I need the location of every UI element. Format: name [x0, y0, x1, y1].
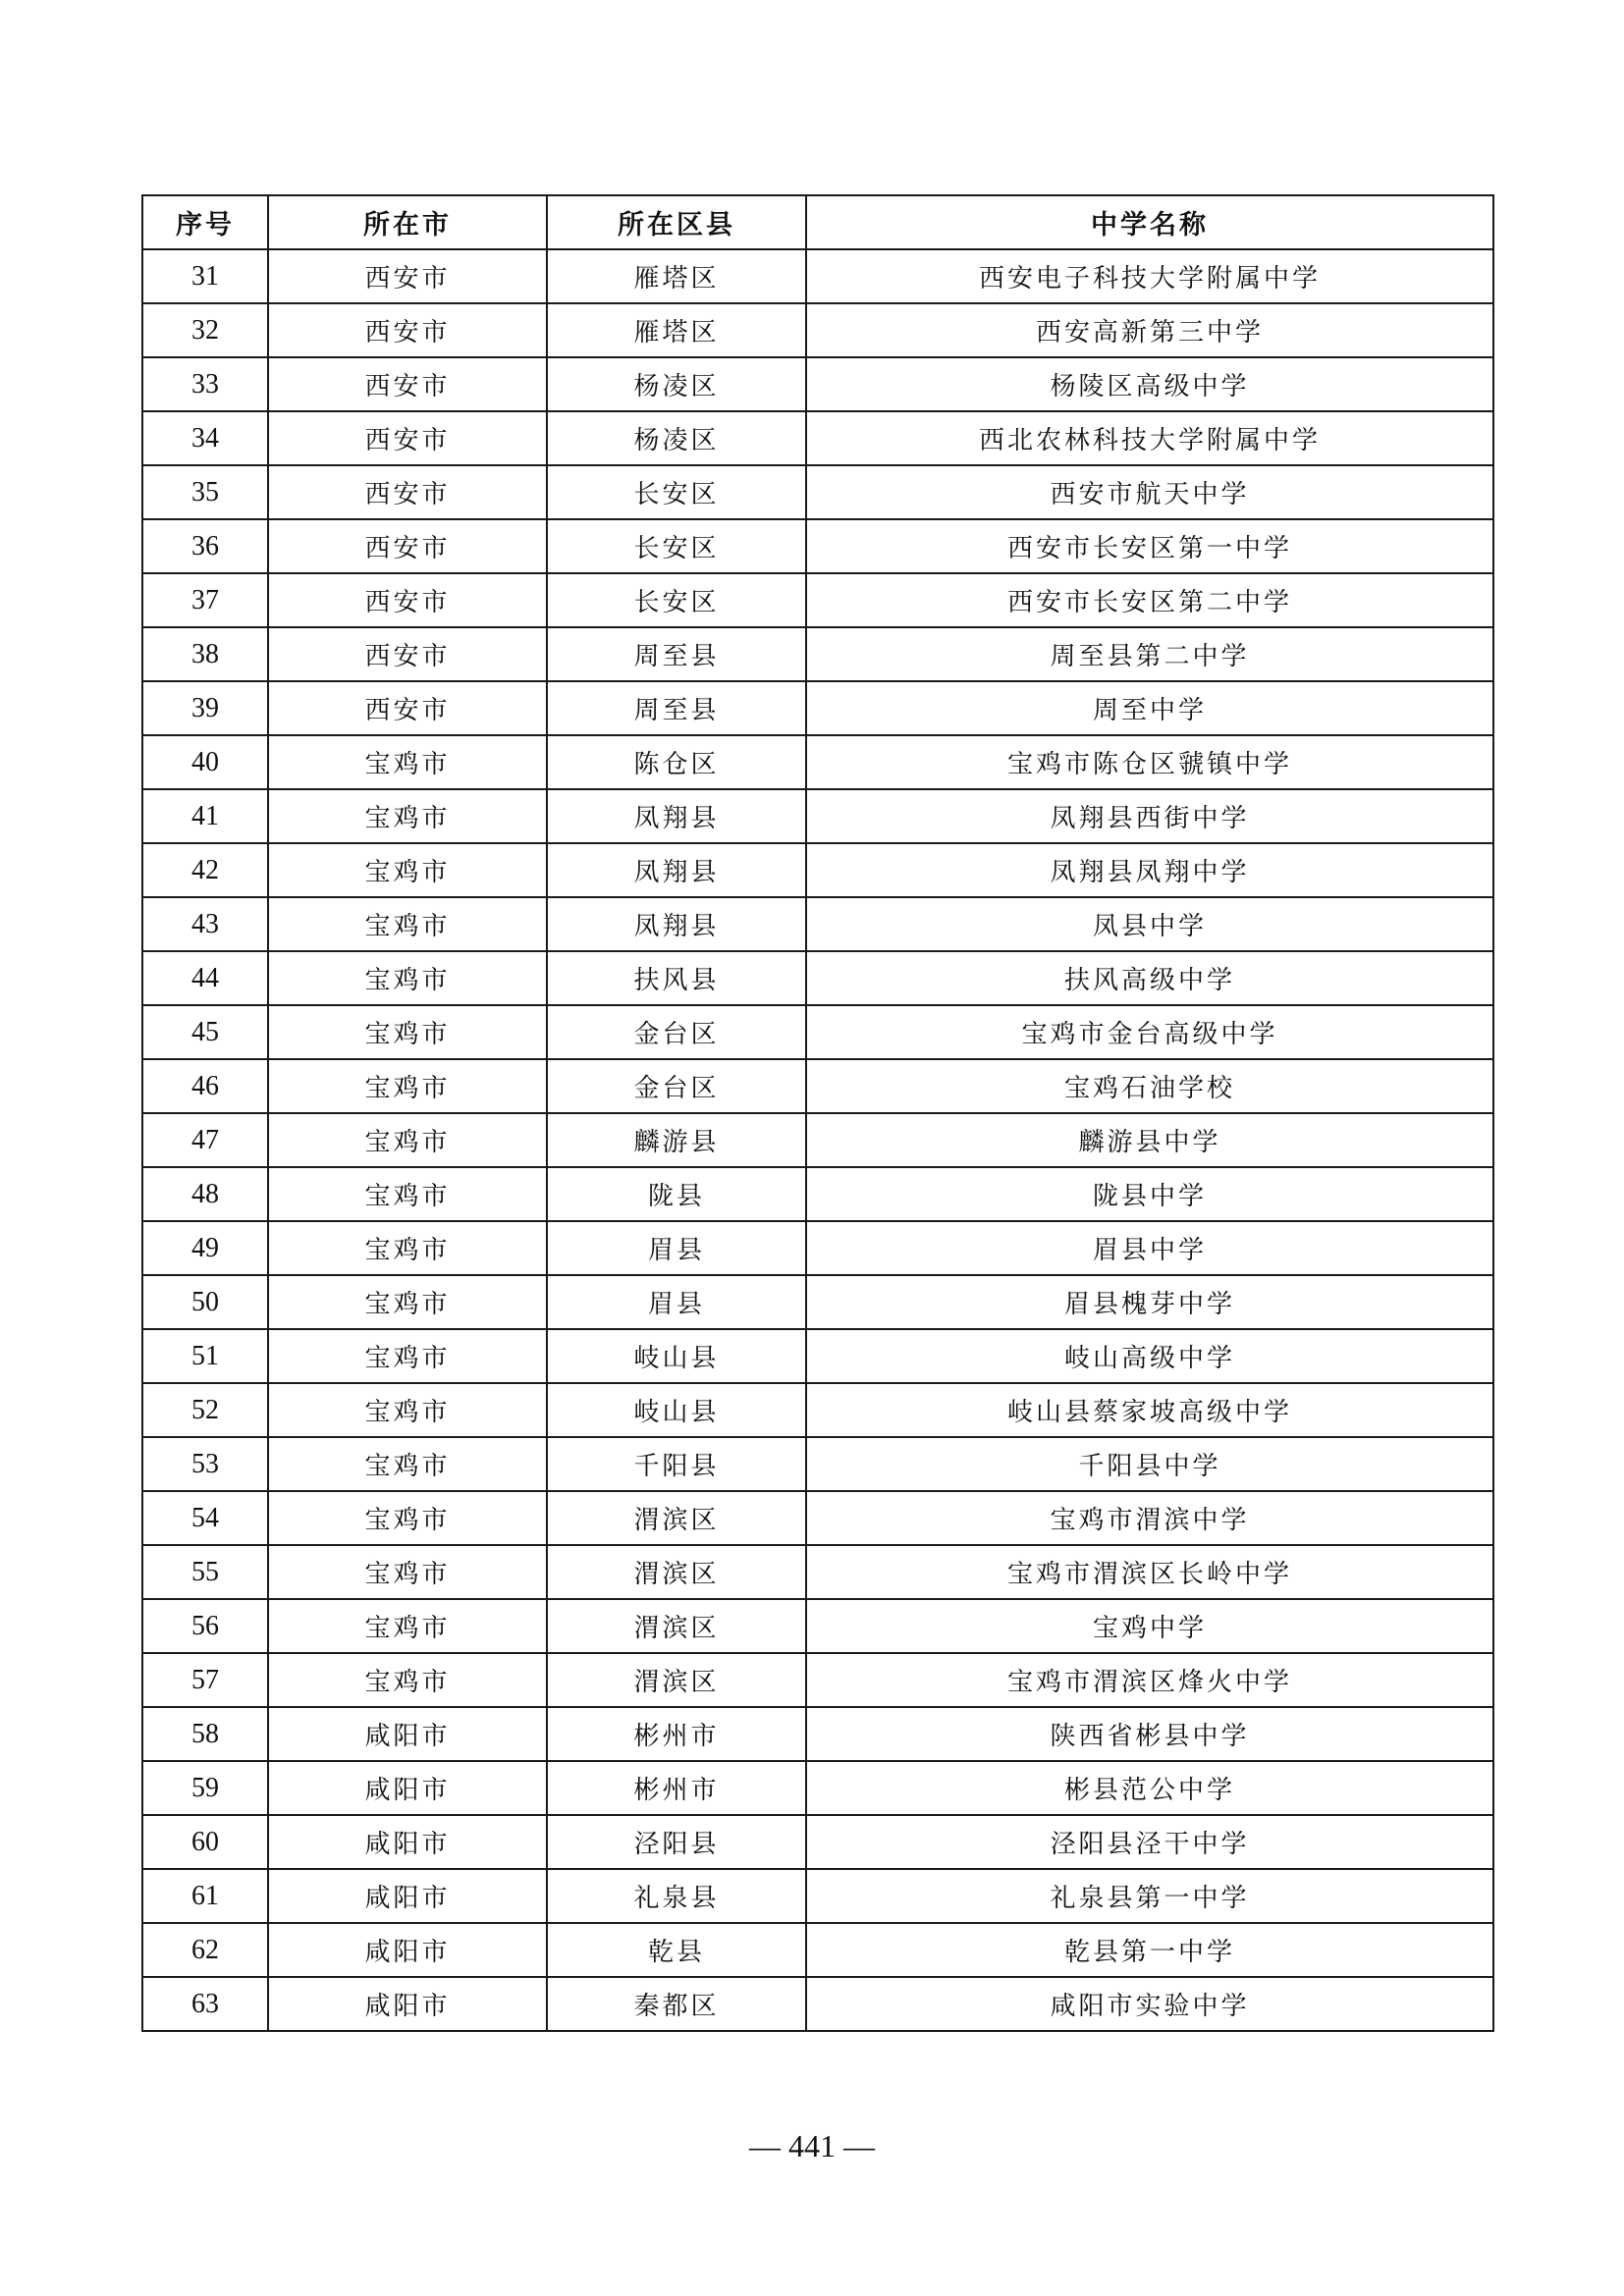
district-cell: 礼泉县 [547, 1869, 806, 1923]
serial-number-cell: 45 [142, 1005, 268, 1059]
table-header [142, 195, 1493, 249]
school-name-cell: 宝鸡市渭滨区长岭中学 [806, 1545, 1493, 1599]
table-row [142, 1113, 1493, 1167]
school-name-cell: 凤县中学 [806, 897, 1493, 951]
city-cell: 宝鸡市 [268, 1275, 547, 1329]
table-row [142, 627, 1493, 681]
school-name-cell: 咸阳市实验中学 [806, 1977, 1493, 2031]
city-cell: 宝鸡市 [268, 897, 547, 951]
serial-number-cell: 50 [142, 1275, 268, 1329]
page-number: — 441 — [749, 2128, 875, 2163]
table-row [142, 1815, 1493, 1869]
table-row [142, 519, 1493, 573]
city-cell: 咸阳市 [268, 1707, 547, 1761]
district-cell: 渭滨区 [547, 1653, 806, 1707]
school-name-cell: 陇县中学 [806, 1167, 1493, 1221]
table-row [142, 1653, 1493, 1707]
serial-number-cell: 48 [142, 1167, 268, 1221]
district-cell: 陈仓区 [547, 735, 806, 789]
city-cell: 西安市 [268, 465, 547, 519]
city-cell: 宝鸡市 [268, 1383, 547, 1437]
district-cell: 雁塔区 [547, 303, 806, 357]
city-cell: 西安市 [268, 411, 547, 465]
serial-number-cell: 57 [142, 1653, 268, 1707]
city-cell: 宝鸡市 [268, 735, 547, 789]
city-cell: 西安市 [268, 357, 547, 411]
district-cell: 金台区 [547, 1005, 806, 1059]
district-cell: 岐山县 [547, 1383, 806, 1437]
serial-number-cell: 40 [142, 735, 268, 789]
school-name-cell: 宝鸡市陈仓区虢镇中学 [806, 735, 1493, 789]
table-row [142, 303, 1493, 357]
table-row [142, 1761, 1493, 1815]
serial-number-cell: 38 [142, 627, 268, 681]
table-row [142, 1599, 1493, 1653]
serial-number-cell: 42 [142, 843, 268, 897]
city-cell: 西安市 [268, 681, 547, 735]
header-city: 所在市 [268, 195, 547, 249]
school-name-cell: 西安高新第三中学 [806, 303, 1493, 357]
serial-number-cell: 46 [142, 1059, 268, 1113]
school-name-cell: 西安市航天中学 [806, 465, 1493, 519]
school-name-cell: 杨陵区高级中学 [806, 357, 1493, 411]
school-name-cell: 宝鸡石油学校 [806, 1059, 1493, 1113]
district-cell: 岐山县 [547, 1329, 806, 1383]
district-cell: 秦都区 [547, 1977, 806, 2031]
district-cell: 彬州市 [547, 1707, 806, 1761]
table-row [142, 1005, 1493, 1059]
city-cell: 宝鸡市 [268, 789, 547, 843]
table-row [142, 681, 1493, 735]
district-cell: 凤翔县 [547, 897, 806, 951]
school-name-cell: 岐山县蔡家坡高级中学 [806, 1383, 1493, 1437]
city-cell: 西安市 [268, 519, 547, 573]
serial-number-cell: 39 [142, 681, 268, 735]
school-name-cell: 宝鸡中学 [806, 1599, 1493, 1653]
serial-number-cell: 49 [142, 1221, 268, 1275]
district-cell: 千阳县 [547, 1437, 806, 1491]
table-row [142, 357, 1493, 411]
city-cell: 宝鸡市 [268, 1221, 547, 1275]
serial-number-cell: 61 [142, 1869, 268, 1923]
serial-number-cell: 31 [142, 249, 268, 303]
serial-number-cell: 58 [142, 1707, 268, 1761]
serial-number-cell: 35 [142, 465, 268, 519]
district-cell: 周至县 [547, 681, 806, 735]
city-cell: 咸阳市 [268, 1869, 547, 1923]
school-name-cell: 眉县中学 [806, 1221, 1493, 1275]
serial-number-cell: 33 [142, 357, 268, 411]
school-name-cell: 宝鸡市渭滨中学 [806, 1491, 1493, 1545]
serial-number-cell: 32 [142, 303, 268, 357]
header-school-name: 中学名称 [806, 195, 1493, 249]
school-name-cell: 西北农林科技大学附属中学 [806, 411, 1493, 465]
district-cell: 泾阳县 [547, 1815, 806, 1869]
serial-number-cell: 54 [142, 1491, 268, 1545]
school-name-cell: 宝鸡市渭滨区烽火中学 [806, 1653, 1493, 1707]
school-name-cell: 泾阳县泾干中学 [806, 1815, 1493, 1869]
district-cell: 彬州市 [547, 1761, 806, 1815]
header-serial-number: 序号 [142, 195, 268, 249]
district-cell: 麟游县 [547, 1113, 806, 1167]
table-row [142, 1221, 1493, 1275]
city-cell: 宝鸡市 [268, 951, 547, 1005]
school-name-cell: 千阳县中学 [806, 1437, 1493, 1491]
district-cell: 杨凌区 [547, 411, 806, 465]
district-cell: 眉县 [547, 1221, 806, 1275]
city-cell: 西安市 [268, 303, 547, 357]
district-cell: 长安区 [547, 519, 806, 573]
table-row [142, 1869, 1493, 1923]
school-name-cell: 礼泉县第一中学 [806, 1869, 1493, 1923]
serial-number-cell: 51 [142, 1329, 268, 1383]
serial-number-cell: 62 [142, 1923, 268, 1977]
city-cell: 咸阳市 [268, 1977, 547, 2031]
school-name-cell: 周至县第二中学 [806, 627, 1493, 681]
table-row [142, 789, 1493, 843]
district-cell: 杨凌区 [547, 357, 806, 411]
serial-number-cell: 56 [142, 1599, 268, 1653]
table-row [142, 1329, 1493, 1383]
serial-number-cell: 59 [142, 1761, 268, 1815]
table-row [142, 249, 1493, 303]
table-row [142, 951, 1493, 1005]
serial-number-cell: 55 [142, 1545, 268, 1599]
header-row [142, 195, 1493, 249]
district-cell: 长安区 [547, 573, 806, 627]
table-row [142, 735, 1493, 789]
serial-number-cell: 37 [142, 573, 268, 627]
district-cell: 周至县 [547, 627, 806, 681]
serial-number-cell: 63 [142, 1977, 268, 2031]
table-row [142, 1545, 1493, 1599]
serial-number-cell: 47 [142, 1113, 268, 1167]
city-cell: 宝鸡市 [268, 1491, 547, 1545]
table-body [142, 249, 1493, 2031]
city-cell: 西安市 [268, 249, 547, 303]
school-name-cell: 西安市长安区第一中学 [806, 519, 1493, 573]
table-row [142, 897, 1493, 951]
city-cell: 宝鸡市 [268, 1545, 547, 1599]
district-cell: 长安区 [547, 465, 806, 519]
district-cell: 渭滨区 [547, 1545, 806, 1599]
table-row [142, 1167, 1493, 1221]
table-row [142, 1923, 1493, 1977]
table-row [142, 1383, 1493, 1437]
school-name-cell: 西安电子科技大学附属中学 [806, 249, 1493, 303]
serial-number-cell: 34 [142, 411, 268, 465]
serial-number-cell: 53 [142, 1437, 268, 1491]
table-row [142, 1275, 1493, 1329]
city-cell: 宝鸡市 [268, 1437, 547, 1491]
table-row [142, 1059, 1493, 1113]
city-cell: 宝鸡市 [268, 1113, 547, 1167]
city-cell: 宝鸡市 [268, 1167, 547, 1221]
table-row [142, 465, 1493, 519]
table-row [142, 1977, 1493, 2031]
schools-table [141, 194, 1494, 2032]
school-name-cell: 扶风高级中学 [806, 951, 1493, 1005]
school-name-cell: 眉县槐芽中学 [806, 1275, 1493, 1329]
table-row [142, 843, 1493, 897]
school-name-cell: 凤翔县凤翔中学 [806, 843, 1493, 897]
school-name-cell: 宝鸡市金台高级中学 [806, 1005, 1493, 1059]
district-cell: 渭滨区 [547, 1599, 806, 1653]
table-row [142, 1437, 1493, 1491]
school-name-cell: 乾县第一中学 [806, 1923, 1493, 1977]
school-name-cell: 凤翔县西街中学 [806, 789, 1493, 843]
school-name-cell: 周至中学 [806, 681, 1493, 735]
city-cell: 西安市 [268, 627, 547, 681]
serial-number-cell: 60 [142, 1815, 268, 1869]
school-name-cell: 麟游县中学 [806, 1113, 1493, 1167]
school-name-cell: 彬县范公中学 [806, 1761, 1493, 1815]
serial-number-cell: 52 [142, 1383, 268, 1437]
school-name-cell: 西安市长安区第二中学 [806, 573, 1493, 627]
serial-number-cell: 41 [142, 789, 268, 843]
district-cell: 眉县 [547, 1275, 806, 1329]
city-cell: 宝鸡市 [268, 1653, 547, 1707]
table-row [142, 1707, 1493, 1761]
school-name-cell: 陕西省彬县中学 [806, 1707, 1493, 1761]
table-row [142, 1491, 1493, 1545]
district-cell: 渭滨区 [547, 1491, 806, 1545]
city-cell: 咸阳市 [268, 1761, 547, 1815]
district-cell: 雁塔区 [547, 249, 806, 303]
table-row [142, 411, 1493, 465]
city-cell: 咸阳市 [268, 1815, 547, 1869]
city-cell: 宝鸡市 [268, 1599, 547, 1653]
city-cell: 咸阳市 [268, 1923, 547, 1977]
district-cell: 陇县 [547, 1167, 806, 1221]
district-cell: 凤翔县 [547, 843, 806, 897]
school-name-cell: 岐山高级中学 [806, 1329, 1493, 1383]
district-cell: 凤翔县 [547, 789, 806, 843]
serial-number-cell: 36 [142, 519, 268, 573]
table-row [142, 573, 1493, 627]
city-cell: 宝鸡市 [268, 1059, 547, 1113]
district-cell: 扶风县 [547, 951, 806, 1005]
district-cell: 金台区 [547, 1059, 806, 1113]
city-cell: 西安市 [268, 573, 547, 627]
district-cell: 乾县 [547, 1923, 806, 1977]
city-cell: 宝鸡市 [268, 1005, 547, 1059]
header-district: 所在区县 [547, 195, 806, 249]
city-cell: 宝鸡市 [268, 1329, 547, 1383]
city-cell: 宝鸡市 [268, 843, 547, 897]
serial-number-cell: 43 [142, 897, 268, 951]
serial-number-cell: 44 [142, 951, 268, 1005]
